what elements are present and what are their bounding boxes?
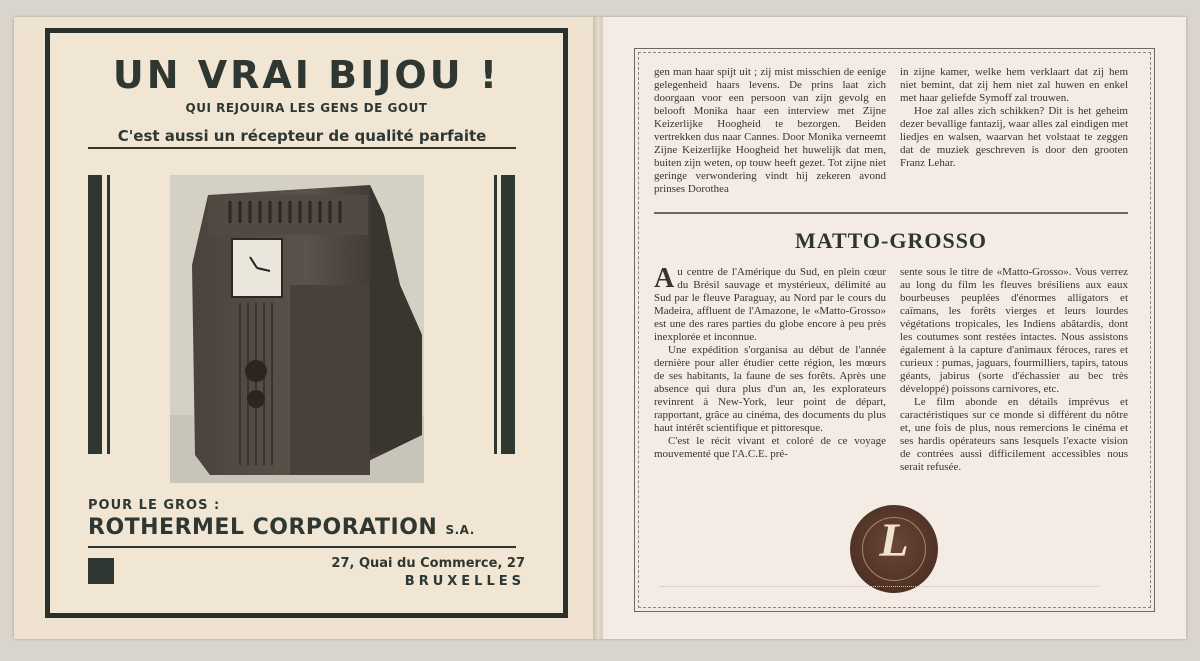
ad-subtitle: QUI REJOUIRA LES GENS DE GOUT [185, 101, 428, 115]
ad-title: UN VRAI BIJOU ! [112, 53, 501, 97]
article-paragraph-1-text: u centre de l'Amérique du Sud, en plein cœur du Brésil sauvage et mystérieux, délimité au Sud par le fleuve Paraguay, au Nord par le cours du Madeira, affluent de l'Amazone, le «Matto-Grosso» est une des rares parties du globe encore à peu près inexplorée et inconnue. [654, 266, 886, 343]
publisher-seal-icon [850, 505, 938, 593]
left-decor-thin-bar [107, 175, 110, 454]
radio-photo [170, 175, 424, 483]
company-name [88, 515, 475, 540]
article-paragraph-5: Le film abonde en détails imprévus et caractéristiques sur ce monde si différent du nôtre et, une fois de plus, nous remercions le cinéma et ses hardis opérateurs sans lesquels l'exacte vision de contrées aussi difficilement accessibles nous serait refusée. [900, 396, 1128, 473]
company-city: BRUXELLES [404, 574, 525, 589]
seal-letter: L [879, 514, 909, 567]
top-column-2 [900, 66, 1128, 170]
company-underline [88, 546, 516, 548]
faint-bleedthrough [660, 586, 1100, 588]
radio-illustration [170, 175, 424, 483]
article-column-1 [654, 263, 886, 461]
drop-cap: A [654, 263, 675, 294]
top-column-1-text: gen man haar spijt uit ; zij mist misschien de eenige gelegenheid haars levens. De prins laat zich doorgaan voor een persoon van zijn gevolg en belooft Monika haar een interview met Zijne Keizerlijke Hoogheid te bezorgen. Beiden vertrekken dus naar Cannes. Door Monika verneemt Zijne Keizerlijke Hoogheid het huwelijk dat men, buiten zijn weten, op touw heeft gezet. Tot zijne niet geringe verwondering vindt hij zekeren avond prinses Dorothea [654, 66, 886, 195]
decor-square [88, 558, 114, 584]
company-address: 27, Quai du Commerce, 27 [331, 556, 525, 571]
article-paragraph-3: C'est le récit vivant et coloré de ce voyage mouvementé que l'A.C.E. pré- [654, 435, 886, 460]
right-decor-bar [501, 175, 515, 454]
article-paragraph-4: sente sous le titre de «Matto-Grosso». Vous verrez au long du film les fleuves brésiliens aux eaux bourbeuses peuplées d'énormes alligators et caïmans, les forêts vierges et leurs lourdes végétations tropicales, les Indiens abâtardis, dont les coutumes sont restées intactes. Nous assistons également à la capture d'animaux féroces, rares et curieux : pumas, jaguars, fourmilliers, tapirs, tatous géants, jabirus (sorte d'échassier au bec très développé) poissons carnivores, etc. [900, 266, 1128, 395]
top-column-2-paragraph-1: in zijne kamer, welke hem verklaart dat zij hem niet bemint, dat zij hem niet zal huwen en enkel met haar geliefde Symoff zal trouwen. [900, 66, 1128, 104]
section-divider [654, 212, 1128, 214]
company-name-text: ROTHERMEL CORPORATION [88, 515, 438, 540]
article-column-2 [900, 266, 1128, 474]
radio-advertisement [45, 28, 568, 618]
left-decor-bar [88, 175, 102, 454]
top-column-1 [654, 66, 886, 196]
company-suffix: S.A. [445, 523, 475, 537]
article-paragraph-1 [654, 263, 886, 344]
top-column-2-paragraph-2: Hoe zal alles zich schikken? Dit is het geheim dezer bevallige fantazij, waar alles zal eindigen met liedjes en walsen, waarvan het volstaat te zeggen dat de muziek geschreven is door den grooten Franz Lehar. [900, 105, 1128, 169]
wholesale-label: POUR LE GROS : [88, 498, 221, 513]
ad-tagline: C'est aussi un récepteur de qualité parfaite [88, 127, 516, 149]
right-decor-thin-bar [494, 175, 497, 454]
book-spine [593, 17, 603, 639]
article-paragraph-2: Une expédition s'organisa au début de l'année dernière pour aller étudier cette région, les mœurs de ses habitants, la faune de ses forêts. Après une absence qui dura plus d'un an, les explorateurs revinrent à New-York, leur point de départ, rapportant, grâce au cinéma, des documents du plus haut intérêt scientifique et pittoresque. [654, 344, 886, 434]
article-heading: MATTO-GROSSO [794, 228, 988, 253]
